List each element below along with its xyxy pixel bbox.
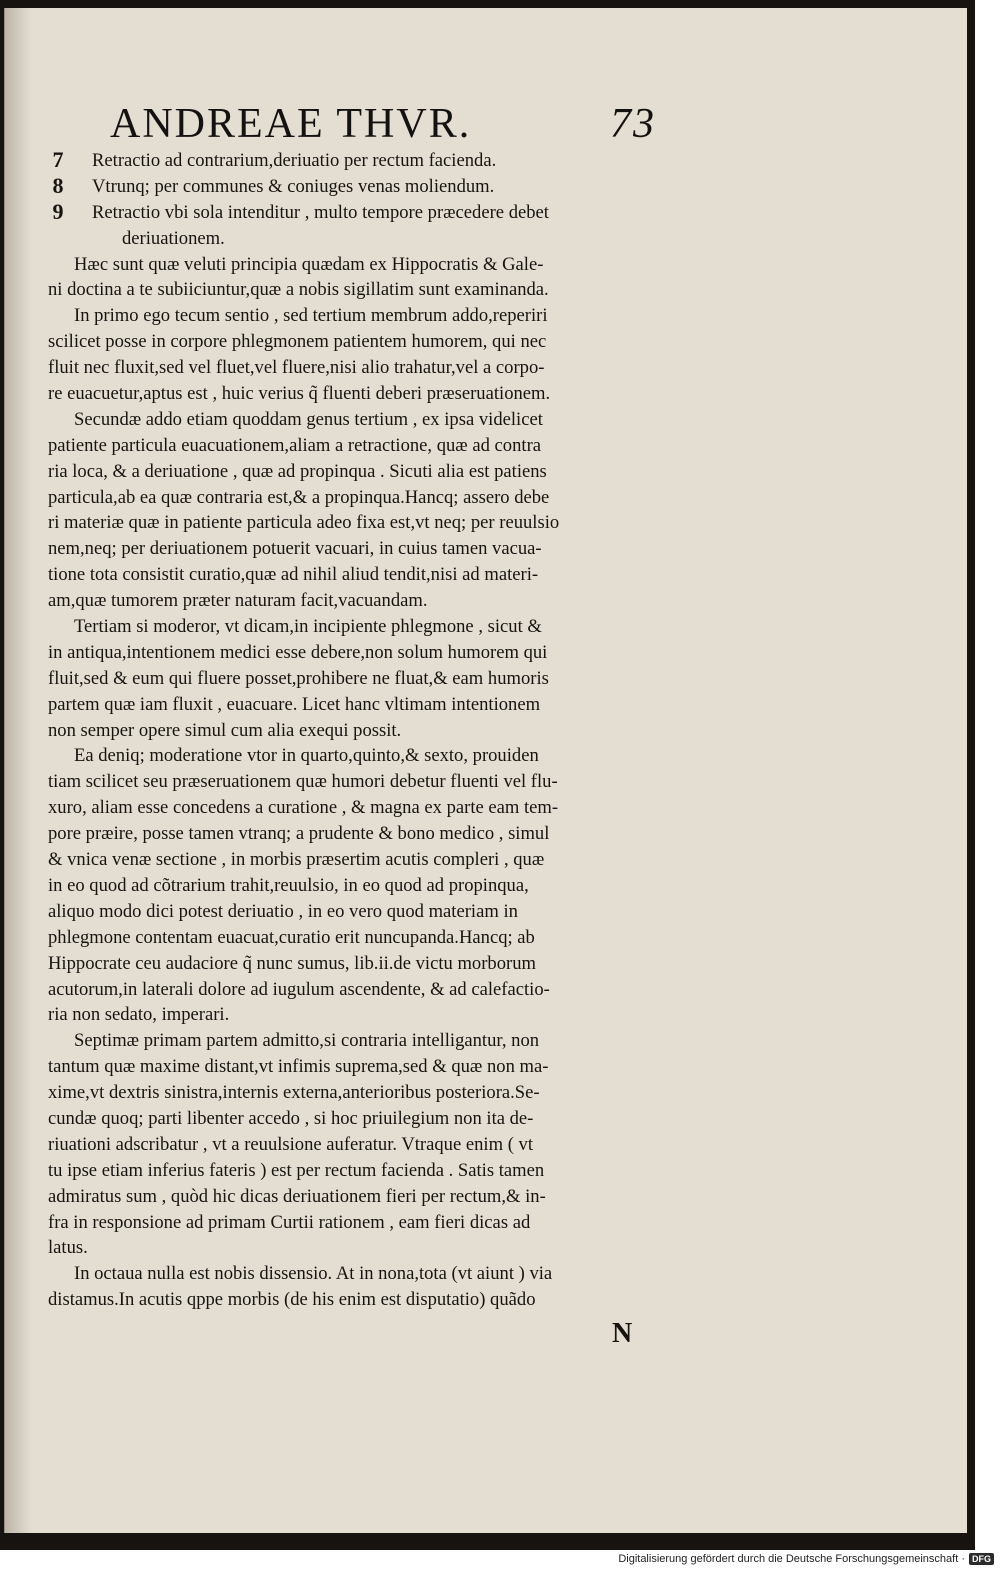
text-line	[48, 1210, 708, 1236]
line-text: patiente particula euacuationem,aliam a retractione, quæ ad contra	[48, 434, 542, 456]
line-text: scilicet posse in corpore phlegmonem patientem humorem, qui nec	[48, 331, 547, 353]
line-text: in eo quod ad cõtrarium trahit,reuulsio, in eo quod ad propinqua,	[48, 874, 529, 896]
text-line	[48, 1235, 708, 1261]
text-line	[48, 459, 708, 485]
line-text: ria non sedato, imperari.	[48, 1004, 230, 1026]
line-text: nem,neq; per deriuationem potuerit vacuari, in cuius tamen vacua-	[48, 538, 542, 560]
text-line	[48, 1132, 708, 1158]
line-text: Septimæ primam partem admitto,si contraria intelligantur, non	[74, 1030, 540, 1052]
text-line	[48, 148, 708, 174]
line-text: ni doctina a te subiiciuntur,quæ a nobis sigillatim sunt examinanda.	[48, 279, 549, 301]
text-line	[48, 1106, 708, 1132]
text-line	[48, 873, 708, 899]
text-line	[48, 562, 708, 588]
text-line	[48, 743, 708, 769]
text-line	[48, 1054, 708, 1080]
line-text: Tertiam si moderor, vt dicam,in incipiente phlegmone , sicut &	[74, 616, 542, 638]
footer-credit: Digitalisierung gefördert durch die Deutsche Forschungsgemeinschaft ·	[618, 1553, 965, 1565]
running-head-title: ANDREAE THVR.	[110, 101, 472, 147]
line-text: ria loca, & a deriuatione , quæ ad propinqua . Sicuti alia est patiens	[48, 460, 547, 482]
item-number: 7	[52, 147, 64, 172]
text-line	[48, 1080, 708, 1106]
text-line	[48, 951, 708, 977]
dfg-logo-icon: DFG	[969, 1553, 994, 1565]
text-line	[48, 1184, 708, 1210]
line-text: Retractio ad contrarium,deriuatio per rectum facienda.	[92, 150, 497, 171]
line-text: tantum quæ maxime distant,vt infimis suprema,sed & quæ non ma-	[48, 1056, 549, 1078]
text-line	[48, 1028, 708, 1054]
line-text: re euacuetur,aptus est , huic verius q̃ fluenti deberi præseruationem.	[48, 383, 551, 405]
body-text	[48, 148, 708, 1313]
line-text: Ea deniq; moderatione vtor in quarto,quinto,& sexto, prouiden	[74, 745, 539, 767]
line-text: ri materiæ quæ in patiente particula adeo fixa est,vt neq; per reuulsio	[48, 512, 560, 534]
page-number: 73	[610, 101, 656, 147]
line-text: xime,vt dextris sinistra,internis externa,anterioribus posteriora.Se-	[48, 1082, 540, 1104]
line-text: deriuationem.	[122, 227, 225, 249]
text-line	[48, 847, 708, 873]
text-line	[48, 821, 708, 847]
text-line	[48, 433, 708, 459]
text-line	[48, 485, 708, 511]
line-text: & vnica venæ sectione , in morbis præsertim acutis compleri , quæ	[48, 849, 545, 871]
text-line	[48, 407, 708, 433]
text-line	[48, 769, 708, 795]
text-line	[48, 718, 708, 744]
text-line	[48, 329, 708, 355]
line-text: tione tota consistit curatio,quæ ad nihil aliud tendit,nisi ad materi-	[48, 564, 539, 586]
text-line	[48, 1158, 708, 1184]
text-line	[48, 692, 708, 718]
text-line	[48, 640, 708, 666]
text-line	[48, 588, 708, 614]
line-text: aliquo modo dici potest deriuatio , in eo vero quod materiam in	[48, 900, 518, 922]
line-text: pore præire, posse tamen vtranq; a prudente & bono medico , simul	[48, 823, 550, 845]
text-line	[48, 666, 708, 692]
line-text: Retractio vbi sola intenditur , multo tempore præcedere debet	[92, 201, 549, 223]
line-text: Hæc sunt quæ veluti principia quædam ex Hippocratis & Gale-	[74, 253, 544, 275]
digitization-footer	[618, 1550, 994, 1568]
line-text: am,quæ tumorem præter naturam facit,vacuandam.	[48, 590, 428, 612]
line-text: Vtrunq; per communes & coniuges venas moliendum.	[92, 175, 495, 197]
signature-mark: N	[612, 1318, 633, 1349]
line-text: fluit nec fluxit,sed vel fluet,vel fluere,nisi alio trahatur,vel a corpo-	[48, 357, 545, 379]
text-line	[48, 510, 708, 536]
line-text: distamus.In acutis qppe morbis (de his enim est disputatio) quãdo	[48, 1289, 536, 1311]
text-line	[48, 1002, 708, 1028]
text-line	[48, 1287, 708, 1313]
line-text: acutorum,in laterali dolore ad iugulum ascendente, & ad calefactio-	[48, 978, 550, 1000]
text-line	[48, 536, 708, 562]
text-line	[48, 977, 708, 1003]
item-number: 9	[52, 198, 64, 224]
line-text: In octaua nulla est nobis dissensio. At in nona,tota (vt aiunt ) via	[74, 1263, 553, 1285]
line-text: phlegmone contentam euacuat,curatio erit nuncupanda.Hancq; ab	[48, 926, 535, 948]
line-text: in antiqua,intentionem medici esse debere,non solum humorem qui	[48, 641, 548, 663]
line-text: non semper opere simul cum alia exequi possit.	[48, 719, 402, 741]
line-text: tu ipse etiam inferius fateris ) est per rectum facienda . Satis tamen	[48, 1159, 545, 1181]
line-text: particula,ab ea quæ contraria est,& a propinqua.Hancq; assero debe	[48, 486, 550, 508]
line-text: fluit,sed & eum qui fluere posset,prohibere ne fluat,& eam humoris	[48, 667, 549, 689]
line-text: Secundæ addo etiam quoddam genus tertium , ex ipsa videlicet	[74, 408, 543, 430]
text-line	[48, 925, 708, 951]
line-text: fra in responsione ad primam Curtii rationem , eam fieri dicas ad	[48, 1211, 531, 1233]
text-line	[48, 899, 708, 925]
text-line	[48, 381, 708, 407]
line-text: xuro, aliam esse concedens a curatione , & magna ex parte eam tem-	[48, 797, 559, 819]
text-line	[48, 1261, 708, 1287]
text-line	[48, 795, 708, 821]
line-text: Hippocrate ceu audaciore q̃ nunc sumus, lib.ii.de victu morborum	[48, 952, 536, 974]
line-text: partem quæ iam fluxit , euacuare. Licet hanc vltimam intentionem	[48, 693, 541, 715]
text-line	[48, 252, 708, 278]
text-line	[48, 277, 708, 303]
text-line	[48, 303, 708, 329]
line-text: latus.	[48, 1237, 88, 1259]
text-line	[48, 355, 708, 381]
line-text: In primo ego tecum sentio , sed tertium membrum addo,reperiri	[74, 305, 548, 327]
text-line	[48, 200, 708, 226]
line-text: riuationi adscribatur , vt a reuulsione auferatur. Vtraque enim ( vt	[48, 1133, 533, 1155]
text-line	[48, 226, 708, 252]
text-line	[48, 174, 708, 200]
line-text: cundæ quoq; parti libenter accedo , si hoc priuilegium non ita de-	[48, 1107, 534, 1129]
item-number: 8	[52, 172, 64, 198]
line-text: tiam scilicet seu præseruationem quæ humori debetur fluenti vel flu-	[48, 771, 558, 793]
line-text: admiratus sum , quòd hic dicas deriuationem fieri per rectum,& in-	[48, 1185, 546, 1207]
text-line	[48, 614, 708, 640]
